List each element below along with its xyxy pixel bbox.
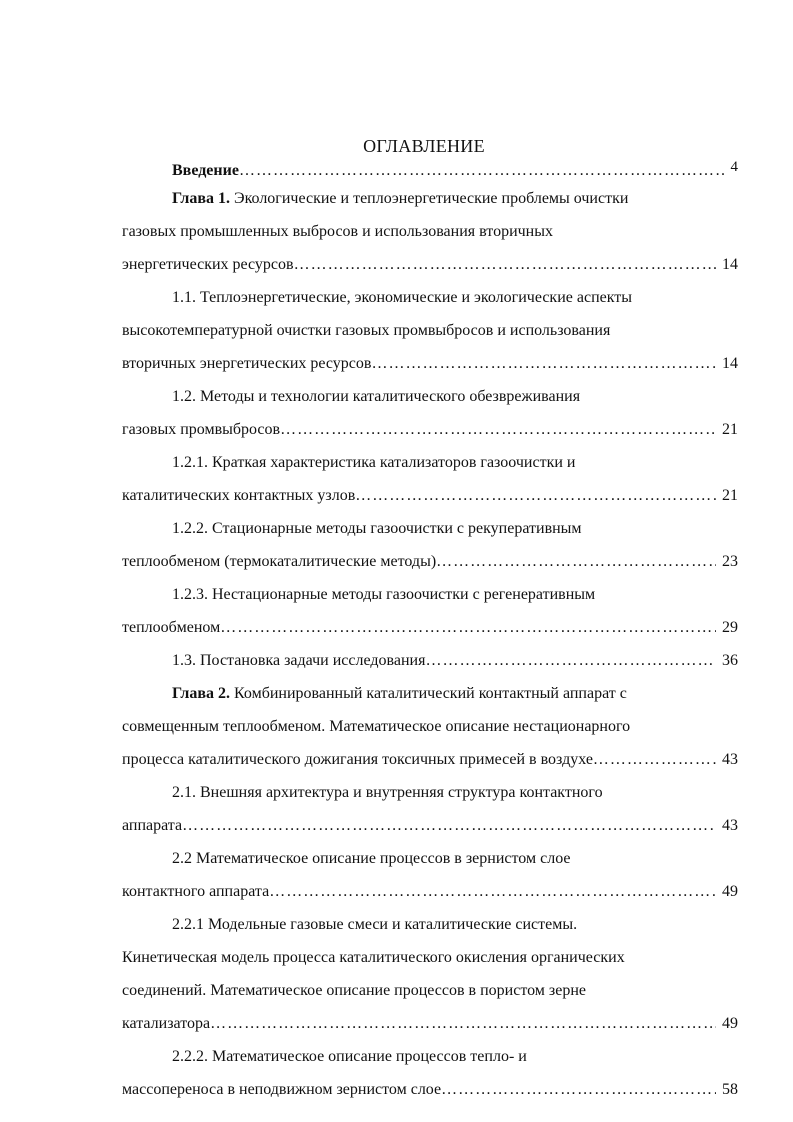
toc-entry-chapter-2[interactable] xyxy=(122,677,738,776)
toc-page-number: 49 xyxy=(722,1015,738,1032)
toc-entry-title: 2.2.1 Модельные газовые смеси и каталитические системы. xyxy=(172,916,578,933)
dot-leader xyxy=(355,479,716,512)
toc-entry-1-2-1[interactable] xyxy=(122,446,738,512)
toc-page-number: 21 xyxy=(722,421,738,438)
toc-entry-title: 2.2 Математическое описание процессов в зернистом слое xyxy=(172,850,571,867)
toc-entry-chapter-1[interactable] xyxy=(122,182,738,281)
toc-entry-title: 1.2. Методы и технологии каталитического обезвреживания xyxy=(172,388,581,405)
dot-leader xyxy=(182,809,716,842)
toc-entry-text: процесса каталитического дожигания токсичных примесей в воздухе xyxy=(122,751,593,768)
toc-entry-2-2-2[interactable] xyxy=(122,1040,738,1106)
toc-entry-text: теплообменом (термокаталитические методы) xyxy=(122,553,437,570)
toc-entry-2-1[interactable] xyxy=(122,776,738,842)
toc-page-number: 43 xyxy=(722,751,738,768)
toc-page-number: 49 xyxy=(722,883,738,900)
toc-page-number: 58 xyxy=(722,1081,738,1098)
toc-entry-title: Экологические и теплоэнергетические проблемы очистки xyxy=(230,190,629,207)
dot-leader xyxy=(280,413,716,446)
dot-leader xyxy=(371,347,716,380)
dot-leader xyxy=(220,611,716,644)
toc-entry-title: 1.2.1. Краткая характеристика катализаторов газоочистки и xyxy=(172,454,576,471)
toc-entry-title: 2.1. Внешняя архитектура и внутренняя структура контактного xyxy=(172,784,603,801)
dot-leader xyxy=(593,743,716,776)
toc-entry-text: газовых промвыбросов xyxy=(122,421,281,438)
table-of-contents xyxy=(122,160,738,1106)
dot-leader xyxy=(210,1007,716,1040)
toc-entry-title: Комбинированный каталитический контактный аппарат с xyxy=(230,685,627,702)
toc-page-number: 23 xyxy=(722,553,738,570)
toc-entry-title: Введение xyxy=(172,162,239,179)
toc-page-number: 43 xyxy=(722,817,738,834)
toc-page-number: 4 xyxy=(730,159,738,175)
toc-entry-introduction[interactable] xyxy=(122,160,738,182)
dot-leader xyxy=(425,644,716,677)
toc-entry-text: катализатора xyxy=(122,1015,211,1032)
toc-entry-text: каталитических контактных узлов xyxy=(122,487,356,504)
page-title: ОГЛАВЛЕНИЕ xyxy=(363,136,485,156)
chapter-label: Глава 2. xyxy=(172,685,230,702)
toc-entry-2-2-1[interactable] xyxy=(122,908,738,1040)
dot-leader xyxy=(436,545,716,578)
toc-entry-text: соединений. Математическое описание процессов в пористом зерне xyxy=(122,982,587,999)
toc-entry-1-2[interactable] xyxy=(122,380,738,446)
toc-entry-1-3[interactable] xyxy=(122,644,738,677)
toc-page-number: 14 xyxy=(722,256,738,273)
toc-page-number: 29 xyxy=(722,619,738,636)
chapter-label: Глава 1. xyxy=(172,190,230,207)
toc-entry-text: аппарата xyxy=(122,817,183,834)
toc-entry-text: газовых промышленных выбросов и использования вторичных xyxy=(122,223,553,240)
dot-leader xyxy=(239,160,725,182)
toc-entry-text: высокотемпературной очистки газовых промвыбросов и использования xyxy=(122,322,611,339)
toc-entry-text: совмещенным теплообменом. Математическое описание нестационарного xyxy=(122,718,631,735)
dot-leader xyxy=(294,248,716,281)
toc-entry-text: контактного аппарата xyxy=(122,883,270,900)
toc-entry-title: 1.2.3. Нестационарные методы газоочистки с регенеративным xyxy=(172,586,596,603)
toc-entry-2-2[interactable] xyxy=(122,842,738,908)
toc-entry-text: вторичных энергетических ресурсов xyxy=(122,355,372,372)
toc-entry-text: массопереноса в неподвижном зернистом слое xyxy=(122,1081,442,1098)
toc-entry-title: 1.2.2. Стационарные методы газоочистки с рекуперативным xyxy=(172,520,582,537)
dot-leader xyxy=(441,1073,716,1106)
toc-entry-text: энергетических ресурсов xyxy=(122,256,294,273)
toc-entry-1-1[interactable] xyxy=(122,281,738,380)
toc-page-number: 14 xyxy=(722,355,738,372)
toc-entry-title: 1.3. Постановка задачи исследования xyxy=(172,652,426,669)
toc-entry-text: Кинетическая модель процесса каталитического окисления органических xyxy=(122,949,625,966)
toc-entry-1-2-3[interactable] xyxy=(122,578,738,644)
toc-entry-1-2-2[interactable] xyxy=(122,512,738,578)
toc-entry-text: теплообменом xyxy=(122,619,221,636)
toc-page-number: 36 xyxy=(722,652,738,669)
toc-page-number: 21 xyxy=(722,487,738,504)
dot-leader xyxy=(269,875,716,908)
toc-entry-title: 2.2.2. Математическое описание процессов тепло- и xyxy=(172,1048,527,1065)
toc-entry-title: 1.1. Теплоэнергетические, экономические и экологические аспекты xyxy=(172,289,633,306)
